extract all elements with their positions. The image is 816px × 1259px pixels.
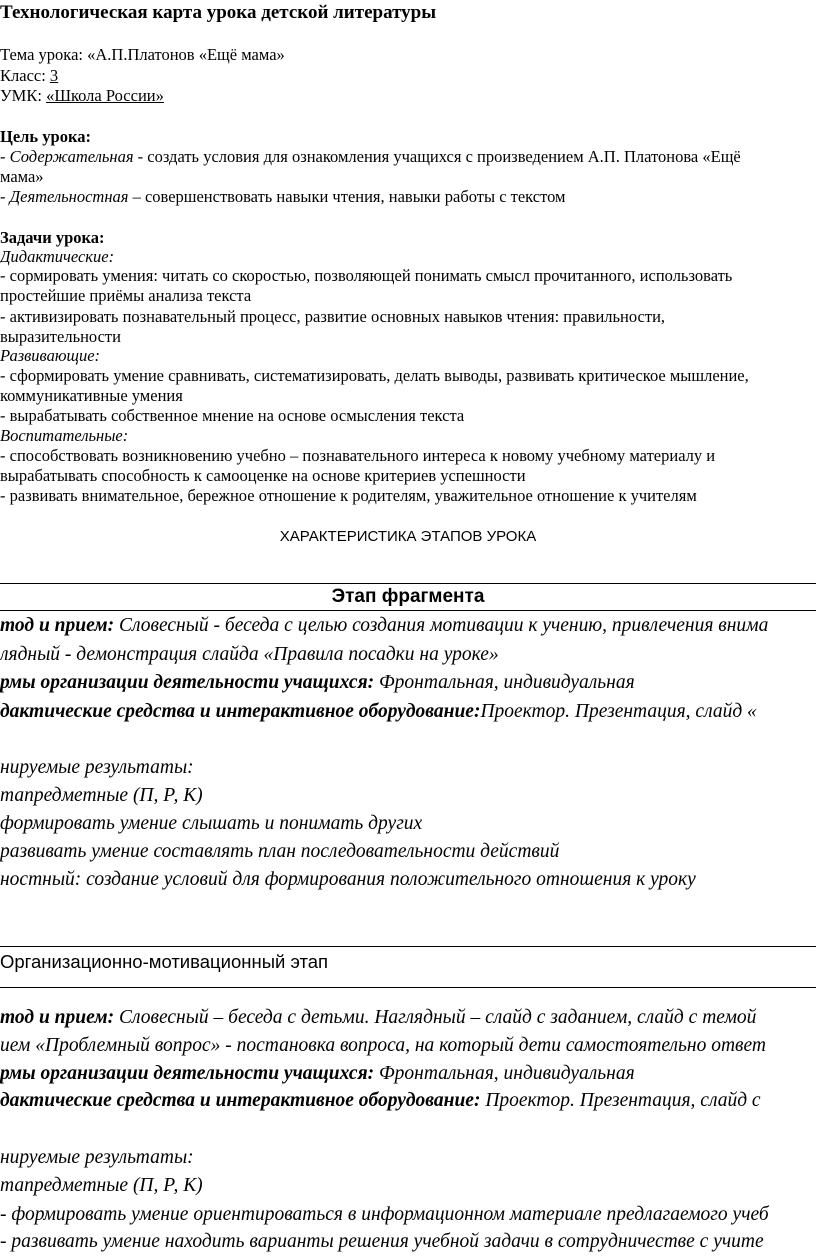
didactic-item-2: - активизировать познавательный процесс, развитие основных навыков чтения: правильности, [0, 307, 666, 326]
goal2-prefix: - [0, 187, 10, 206]
block2-method [0, 1006, 756, 1030]
block1-method-text: Словесный - беседа с целью создания мотивации к учению, привлечения внима [114, 615, 769, 636]
grade-line [0, 66, 58, 86]
block1-method [0, 614, 768, 638]
goal1-italic: Содержательная [9, 147, 134, 166]
topic-line [0, 45, 285, 65]
block2-means-text: Проектор. Презентация, слайд с [480, 1090, 761, 1111]
goal2-italic: Деятельностная [9, 187, 129, 206]
block1-results-label: нируемые результаты: [0, 757, 194, 778]
educational-item-1: - способствовать возникновению учебно – познавательного интереса к новому учебному материалу и [0, 446, 716, 465]
didactic-item-1: - сормировать умения: читать со скоростью, позволяющей понимать смысл прочитанного, использовать [0, 266, 733, 285]
block1-top-rule [0, 583, 816, 584]
block2-method-cont: ием «Проблемный вопрос» - постановка вопроса, на который дети самостоятельно ответ [0, 1035, 766, 1056]
block2-forms [0, 1062, 635, 1086]
block2-top-rule [0, 946, 816, 947]
goal-heading: Цель урока: [0, 127, 91, 146]
umk-line [0, 86, 164, 106]
umk-label: УМК: [0, 86, 47, 105]
developing-item-1-cont: коммуникативные умения [0, 386, 183, 405]
block1-means-label: дактические средства и интерактивное оборудование: [0, 701, 481, 722]
block1-means-text: Проектор. Презентация, слайд « [480, 701, 757, 722]
block1-result-3: ностный: создание условий для формирования положительного отношения к уроку [0, 869, 696, 890]
topic-value: «А.П.Платонов «Ещё мама» [87, 45, 285, 64]
block1-header: Этап фрагмента [331, 586, 485, 607]
block1-method-cont: лядный - демонстрация слайда «Правила посадки на уроке» [0, 644, 499, 665]
block1-means [0, 700, 757, 724]
block2-header-rule [0, 987, 816, 988]
goal2-text: – совершенствовать навыки чтения, навыки работы с текстом [128, 187, 566, 206]
developing-item-2: - вырабатывать собственное мнение на основе осмысления текста [0, 406, 465, 425]
block1-forms-label: рмы организации деятельности учащихся: [0, 672, 375, 693]
block1-result-1: формировать умение слышать и понимать других [0, 813, 423, 834]
block2-method-text: Словесный – беседа с детьми. Наглядный – слайд с заданием, слайд с темой [114, 1007, 757, 1028]
didactic-label: Дидактические: [0, 247, 115, 266]
block2-forms-text: Фронтальная, индивидуальная [374, 1063, 635, 1084]
block2-results-label: нируемые результаты: [0, 1147, 194, 1168]
didactic-item-2-cont: выразительности [0, 327, 121, 346]
block2-header: Организационно-мотивационный этап [0, 951, 329, 972]
block1-forms-text: Фронтальная, индивидуальная [374, 672, 635, 693]
block2-result-1: - формировать умение ориентироваться в информационном материале предлагаемого учеб [0, 1204, 769, 1225]
developing-item-1: - сформировать умение сравнивать, систематизировать, делать выводы, развивать критическое мышление, [0, 366, 749, 385]
block1-method-label: тод и прием: [0, 615, 115, 636]
page-title: Технологическая карта урока детской литературы [0, 2, 437, 23]
stages-heading: ХАРАКТЕРИСТИКА ЭТАПОВ УРОКА [279, 528, 537, 545]
developing-label: Развивающие: [0, 346, 101, 365]
block2-means [0, 1089, 761, 1113]
goal-item-activity [0, 187, 565, 207]
block2-method-label: тод и прием: [0, 1007, 115, 1028]
grade-label: Класс: [0, 66, 50, 85]
block2-meta-label: тапредметные (П, Р, К) [0, 1175, 203, 1196]
educational-item-2: - развивать внимательное, бережное отношение к родителям, уважительное отношение к учителям [0, 486, 697, 505]
grade-value: 3 [49, 66, 59, 85]
goal1-text: - создать условия для ознакомления учащихся с произведением А.П. Платонова «Ещё [133, 147, 741, 166]
topic-label: Тема урока: [0, 45, 88, 64]
block1-forms [0, 671, 635, 695]
goal1-prefix: - [0, 147, 10, 166]
goal1-cont: мама» [0, 167, 44, 186]
didactic-item-1-cont: простейшие приёмы анализа текста [0, 286, 252, 305]
educational-label: Воспитательные: [0, 426, 129, 445]
block1-header-rule [0, 610, 816, 611]
tasks-heading: Задачи урока: [0, 228, 105, 247]
block2-means-label: дактические средства и интерактивное оборудование: [0, 1090, 481, 1111]
block2-forms-label: рмы организации деятельности учащихся: [0, 1063, 375, 1084]
umk-value: «Школа России» [46, 86, 164, 105]
block2-result-2: - развивать умение находить варианты решения учебной задачи в сотрудничестве с учите [0, 1231, 764, 1252]
educational-item-1-cont: вырабатывать способность к самооценке на основе критериев успешности [0, 466, 526, 485]
goal-item-content [0, 147, 741, 167]
block1-meta-label: тапредметные (П, Р, К) [0, 785, 203, 806]
block1-result-2: развивать умение составлять план последовательности действий [0, 841, 560, 862]
